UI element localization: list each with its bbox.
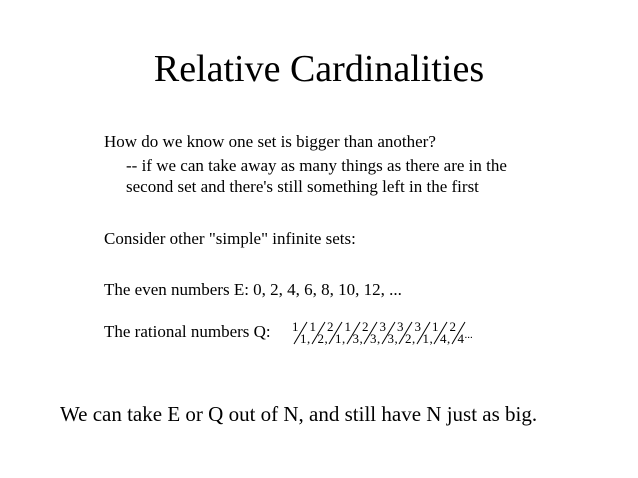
fraction-numerator: 3 xyxy=(379,319,386,334)
fraction-separator: , xyxy=(412,331,416,346)
fraction-numerator: 1 xyxy=(344,319,351,334)
conclusion-text: We can take E or Q out of N, and still have N just as big. xyxy=(60,402,538,426)
fraction-numerator: 2 xyxy=(362,319,369,334)
fraction-separator: , xyxy=(342,331,346,346)
rational-fraction-list xyxy=(292,320,492,348)
fraction-numerator: 1 xyxy=(432,319,439,334)
fraction-denominator: 4 xyxy=(440,331,447,346)
slide-title: Relative Cardinalities xyxy=(153,48,485,90)
question-text: How do we know one set is bigger than another? xyxy=(104,132,436,151)
fraction-numerator: 2 xyxy=(449,319,456,334)
fraction-denominator: 1 xyxy=(335,331,342,346)
fraction-separator: , xyxy=(429,331,433,346)
fraction-separator: , xyxy=(324,331,328,346)
fraction-numerator: 3 xyxy=(397,319,404,334)
fraction-denominator: 3 xyxy=(387,331,394,346)
even-numbers-text: The even numbers E: 0, 2, 4, 6, 8, 10, 12, ... xyxy=(104,280,402,299)
rational-label: The rational numbers Q: xyxy=(104,322,271,341)
fraction-denominator: 4 xyxy=(457,331,464,346)
answer-line-1: -- if we can take away as many things as there are in the xyxy=(126,156,507,175)
fraction-separator: , xyxy=(359,331,363,346)
fraction-denominator: 3 xyxy=(370,331,377,346)
fraction-numerator: 1 xyxy=(309,319,316,334)
fraction-numerator: 3 xyxy=(414,319,421,334)
answer-line-2: second set and there's still something left in the first xyxy=(126,177,479,196)
fraction-denominator: 2 xyxy=(317,331,324,346)
fraction-separator: , xyxy=(394,331,398,346)
fraction-denominator: 1 xyxy=(300,331,307,346)
fraction-numerator: 2 xyxy=(327,319,334,334)
fraction-separator: , xyxy=(377,331,381,346)
consider-text: Consider other "simple" infinite sets: xyxy=(104,229,356,248)
fraction-denominator: 2 xyxy=(405,331,412,346)
fraction-denominator: 3 xyxy=(352,331,359,346)
fraction-ellipsis: ... xyxy=(464,329,473,341)
fraction-denominator: 1 xyxy=(422,331,429,346)
fraction-separator: , xyxy=(447,331,451,346)
fraction-separator: , xyxy=(307,331,311,346)
fraction-numerator: 1 xyxy=(292,319,299,334)
